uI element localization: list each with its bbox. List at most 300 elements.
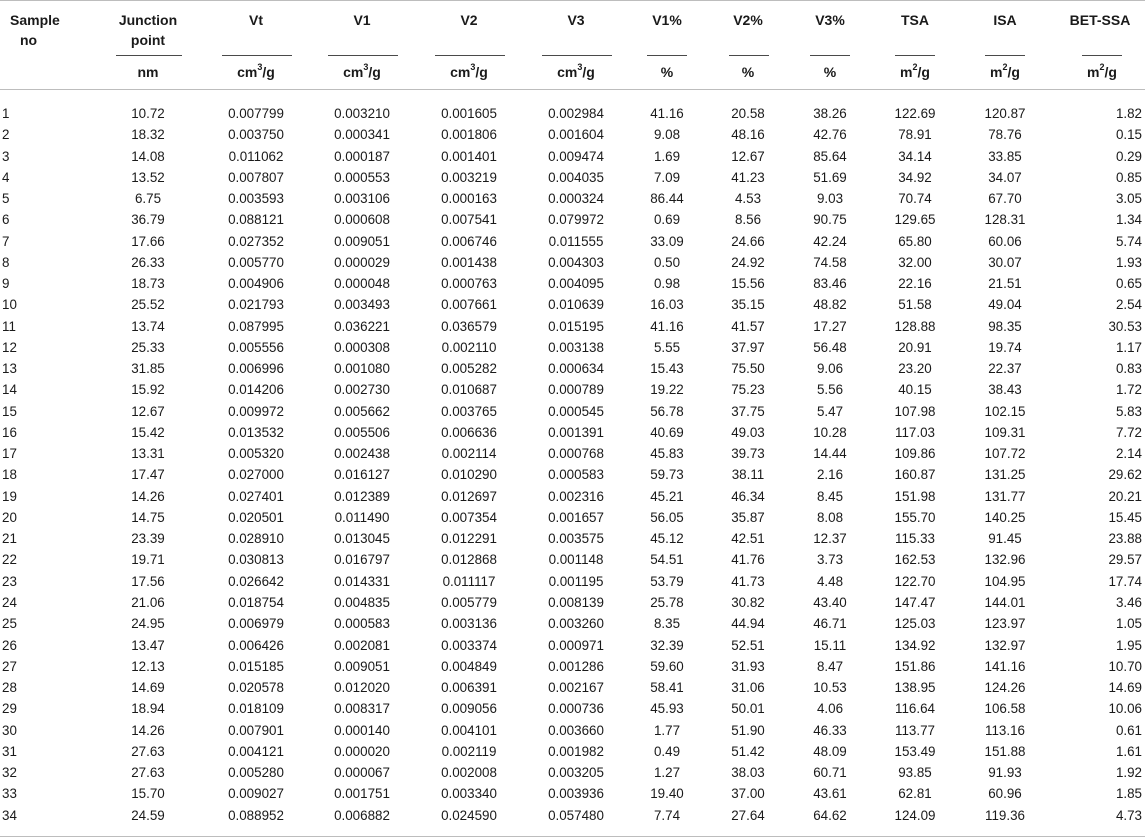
- table-row: [0, 167, 1145, 188]
- unit-base: cm: [557, 64, 578, 80]
- cell-v2-pct: 4.53: [734, 191, 762, 207]
- cell-bet-ssa: 3.05: [1115, 191, 1142, 207]
- cell-v1: 0.011490: [334, 509, 390, 525]
- unit-bet-ssa: [1062, 63, 1142, 81]
- cell-v3-pct: 4.48: [816, 573, 844, 589]
- cell-vt: 0.020578: [228, 680, 284, 696]
- cell-v1-pct: 40.69: [650, 424, 684, 440]
- cell-v1-pct: 45.21: [650, 488, 684, 504]
- table-row: [0, 316, 1145, 337]
- table-row: [0, 486, 1145, 507]
- cell-v3-pct: 9.06: [816, 361, 844, 377]
- cell-v1-pct: 56.78: [650, 403, 684, 419]
- cell-v2: 0.006636: [441, 424, 497, 440]
- table-row: [0, 273, 1145, 294]
- cell-v1: 0.000583: [334, 616, 390, 632]
- unit-base: cm: [450, 64, 471, 80]
- cell-v3-pct: 2.16: [816, 467, 844, 483]
- table-row: [0, 613, 1145, 634]
- table-row: [0, 507, 1145, 528]
- cell-vt: 0.015185: [228, 658, 284, 674]
- cell-bet-ssa: 10.06: [1108, 701, 1142, 717]
- cell-junction-point: 12.13: [131, 658, 165, 674]
- cell-v2-pct: 24.66: [731, 233, 765, 249]
- header-underline: [542, 55, 612, 56]
- cell-bet-ssa: 7.72: [1115, 424, 1142, 440]
- cell-junction-point: 24.59: [131, 807, 165, 823]
- header-junction-point: [108, 10, 188, 50]
- cell-tsa: 129.65: [894, 212, 936, 228]
- cell-junction-point: 13.74: [131, 318, 165, 334]
- cell-v3: 0.000545: [548, 403, 604, 419]
- header-underline: [985, 55, 1025, 56]
- cell-v1: 0.006882: [334, 807, 390, 823]
- cell-isa: 141.16: [984, 658, 1026, 674]
- cell-v1-pct: 0.98: [653, 276, 681, 292]
- table-row: [0, 762, 1145, 783]
- cell-v1-pct: 56.05: [650, 509, 684, 525]
- cell-isa: 60.06: [988, 233, 1022, 249]
- cell-vt: 0.087995: [228, 318, 284, 334]
- cell-vt: 0.004906: [228, 276, 284, 292]
- unit-isa: [975, 63, 1035, 81]
- cell-tsa: 34.92: [898, 169, 932, 185]
- cell-bet-ssa: 3.46: [1115, 594, 1142, 610]
- cell-v1: 0.016797: [334, 552, 390, 568]
- cell-bet-ssa: 1.93: [1115, 254, 1142, 270]
- cell-v1-pct: 86.44: [650, 191, 684, 207]
- unit-exp: 3: [577, 62, 583, 73]
- unit-vt: [216, 63, 296, 81]
- cell-vt: 0.026642: [228, 573, 284, 589]
- cell-junction-point: 31.85: [131, 361, 165, 377]
- cell-junction-point: 17.66: [131, 233, 165, 249]
- cell-tsa: 40.15: [898, 382, 932, 398]
- cell-v2-pct: 75.50: [731, 361, 765, 377]
- cell-v1-pct: 41.16: [650, 106, 684, 121]
- cell-v1: 0.005662: [334, 403, 390, 419]
- table-row: [0, 252, 1145, 273]
- cell-sample-no: 2: [2, 127, 10, 143]
- cell-tsa: 70.74: [898, 191, 932, 207]
- cell-sample-no: 1: [2, 106, 10, 121]
- cell-v3-pct: 90.75: [813, 212, 847, 228]
- table-row: [0, 528, 1145, 549]
- cell-tsa: 125.03: [894, 616, 936, 632]
- cell-bet-ssa: 4.73: [1115, 807, 1142, 823]
- cell-vt: 0.018754: [228, 594, 284, 610]
- cell-v3-pct: 8.45: [816, 488, 844, 504]
- cell-vt: 0.027000: [228, 467, 284, 483]
- table-row: [0, 741, 1145, 762]
- cell-v2: 0.003340: [441, 786, 497, 802]
- cell-junction-point: 13.31: [131, 446, 165, 462]
- cell-v1-pct: 45.93: [650, 701, 684, 717]
- cell-v1-pct: 32.39: [650, 637, 684, 653]
- header-junction-line1: Junction: [118, 12, 178, 28]
- cell-tsa: 109.86: [894, 446, 936, 462]
- cell-v1: 0.008317: [334, 701, 390, 717]
- table-row: [0, 592, 1145, 613]
- cell-v1-pct: 59.60: [650, 658, 684, 674]
- table-row: [0, 783, 1145, 804]
- cell-v3: 0.000324: [548, 191, 604, 207]
- table-row: [0, 677, 1145, 698]
- cell-v3: 0.011555: [548, 233, 604, 249]
- cell-isa: 21.51: [988, 276, 1022, 292]
- cell-junction-point: 12.67: [131, 403, 165, 419]
- cell-vt: 0.005320: [228, 446, 284, 462]
- cell-v3: 0.001657: [548, 509, 604, 525]
- cell-bet-ssa: 1.72: [1115, 382, 1142, 398]
- cell-v2-pct: 49.03: [731, 424, 765, 440]
- cell-bet-ssa: 0.65: [1115, 276, 1142, 292]
- cell-junction-point: 14.26: [131, 488, 165, 504]
- cell-v1: 0.004835: [334, 594, 390, 610]
- cell-v2-pct: 31.93: [731, 658, 765, 674]
- cell-v3: 0.003575: [548, 531, 604, 547]
- cell-v1-pct: 59.73: [650, 467, 684, 483]
- cell-junction-point: 25.52: [131, 297, 165, 313]
- cell-vt: 0.011062: [228, 148, 284, 164]
- table-row: [0, 805, 1145, 826]
- cell-isa: 19.74: [988, 339, 1022, 355]
- cell-v3: 0.010639: [548, 297, 604, 313]
- cell-v1: 0.000140: [334, 722, 390, 738]
- cell-v3-pct: 74.58: [813, 254, 847, 270]
- cell-vt: 0.007807: [228, 169, 284, 185]
- cell-bet-ssa: 29.57: [1108, 552, 1142, 568]
- cell-v1: 0.009051: [334, 233, 390, 249]
- cell-isa: 140.25: [984, 509, 1026, 525]
- cell-tsa: 151.86: [894, 658, 936, 674]
- cell-sample-no: 34: [2, 807, 17, 823]
- header-underline: [435, 55, 505, 56]
- header-v3-pct: V3%: [815, 12, 845, 28]
- cell-v3: 0.015195: [548, 318, 604, 334]
- cell-v2-pct: 27.64: [731, 807, 765, 823]
- cell-v3: 0.003936: [548, 786, 604, 802]
- cell-v2: 0.005779: [441, 594, 497, 610]
- cell-v3: 0.001604: [548, 127, 604, 143]
- table-row: [0, 720, 1145, 741]
- cell-junction-point: 19.71: [131, 552, 165, 568]
- cell-v2-pct: 12.67: [731, 148, 765, 164]
- cell-v1: 0.000029: [334, 254, 390, 270]
- cell-junction-point: 13.52: [131, 169, 165, 185]
- cell-tsa: 128.88: [894, 318, 936, 334]
- cell-v3-pct: 15.11: [813, 637, 847, 653]
- unit-v3: [536, 63, 616, 81]
- cell-v2: 0.012291: [441, 531, 497, 547]
- cell-v1-pct: 7.09: [653, 169, 681, 185]
- cell-v2: 0.010687: [441, 382, 497, 398]
- cell-isa: 49.04: [988, 297, 1022, 313]
- cell-v3-pct: 5.47: [816, 403, 844, 419]
- cell-v3: 0.001195: [548, 573, 604, 589]
- header-underline: [328, 55, 398, 56]
- cell-isa: 104.95: [984, 573, 1026, 589]
- cell-v2-pct: 38.03: [731, 765, 765, 781]
- cell-v2-pct: 42.51: [731, 531, 765, 547]
- cell-bet-ssa: 30.53: [1108, 318, 1142, 334]
- cell-v3: 0.000971: [548, 637, 604, 653]
- cell-vt: 0.009027: [228, 786, 284, 802]
- cell-sample-no: 27: [2, 658, 17, 674]
- cell-junction-point: 17.56: [131, 573, 165, 589]
- cell-v1-pct: 1.27: [653, 765, 681, 781]
- cell-junction-point: 14.26: [131, 722, 165, 738]
- unit-junction: nm: [137, 64, 159, 80]
- header-bottom-rule: [0, 89, 1145, 90]
- cell-v2-pct: 8.56: [734, 212, 762, 228]
- cell-v3: 0.000789: [548, 382, 604, 398]
- cell-tsa: 134.92: [894, 637, 936, 653]
- cell-isa: 119.36: [985, 807, 1025, 823]
- cell-v2: 0.002119: [441, 743, 497, 759]
- cell-vt: 0.088121: [228, 212, 284, 228]
- cell-v2: 0.036579: [441, 318, 497, 334]
- cell-v2-pct: 41.57: [731, 318, 765, 334]
- cell-v3-pct: 46.71: [813, 616, 847, 632]
- cell-v3-pct: 42.76: [813, 127, 847, 143]
- cell-vt: 0.030813: [228, 552, 284, 568]
- cell-junction-point: 14.69: [131, 680, 165, 696]
- cell-v2: 0.001605: [441, 106, 497, 121]
- cell-v1: 0.002438: [334, 446, 390, 462]
- cell-junction-point: 6.75: [134, 191, 162, 207]
- unit-v2: [429, 63, 509, 81]
- cell-sample-no: 25: [2, 616, 17, 632]
- cell-v3: 0.002316: [548, 488, 604, 504]
- header-v3: V3: [567, 12, 585, 28]
- cell-v1: 0.000187: [334, 148, 390, 164]
- table-row: [0, 635, 1145, 656]
- cell-vt: 0.013532: [228, 424, 284, 440]
- cell-bet-ssa: 0.61: [1115, 722, 1142, 738]
- cell-junction-point: 21.06: [131, 594, 165, 610]
- unit-base: m: [990, 64, 1003, 80]
- unit-exp: 3: [363, 62, 369, 73]
- cell-tsa: 153.49: [894, 743, 936, 759]
- cell-isa: 131.77: [984, 488, 1026, 504]
- cell-v2-pct: 35.87: [731, 509, 765, 525]
- cell-junction-point: 18.32: [131, 127, 165, 143]
- cell-v3: 0.009474: [548, 148, 604, 164]
- table-row: [0, 337, 1145, 358]
- cell-v2: 0.005282: [441, 361, 497, 377]
- cell-v3-pct: 43.40: [813, 594, 847, 610]
- cell-isa: 151.88: [984, 743, 1026, 759]
- cell-v1: 0.002081: [334, 637, 390, 653]
- cell-bet-ssa: 1.34: [1115, 212, 1142, 228]
- cell-v2: 0.001438: [441, 254, 497, 270]
- cell-isa: 106.58: [984, 701, 1026, 717]
- cell-junction-point: 14.75: [131, 509, 165, 525]
- cell-vt: 0.028910: [228, 531, 284, 547]
- cell-bet-ssa: 20.21: [1108, 488, 1142, 504]
- table-row: [0, 294, 1145, 315]
- unit-exp: 3: [257, 62, 263, 73]
- cell-sample-no: 19: [2, 488, 17, 504]
- cell-junction-point: 24.95: [131, 616, 165, 632]
- cell-vt: 0.088952: [228, 807, 284, 823]
- cell-sample-no: 28: [2, 680, 17, 696]
- cell-v1: 0.003493: [334, 297, 390, 313]
- cell-bet-ssa: 10.70: [1108, 658, 1142, 674]
- cell-v1: 0.000067: [334, 765, 390, 781]
- cell-v2: 0.001806: [441, 127, 497, 143]
- unit-v1-pct: %: [660, 64, 674, 80]
- cell-junction-point: 10.72: [131, 106, 165, 121]
- cell-isa: 132.96: [984, 552, 1026, 568]
- cell-v1-pct: 45.12: [650, 531, 684, 547]
- cell-v1: 0.000048: [334, 276, 390, 292]
- cell-v3: 0.000736: [548, 701, 604, 717]
- cell-tsa: 138.95: [894, 680, 936, 696]
- cell-v3: 0.003205: [548, 765, 604, 781]
- cell-v1-pct: 16.03: [650, 297, 684, 313]
- cell-v3: 0.001982: [548, 743, 604, 759]
- cell-sample-no: 3: [2, 148, 10, 164]
- cell-sample-no: 4: [2, 169, 10, 185]
- cell-bet-ssa: 1.05: [1115, 616, 1142, 632]
- cell-junction-point: 18.73: [131, 276, 165, 292]
- cell-v3: 0.002167: [548, 680, 604, 696]
- unit-tsa: [885, 63, 945, 81]
- cell-v3-pct: 38.26: [813, 106, 847, 121]
- cell-v2: 0.012868: [441, 552, 497, 568]
- cell-isa: 113.16: [985, 722, 1025, 738]
- cell-v3-pct: 14.44: [813, 446, 847, 462]
- header-sample-no: [2, 10, 82, 50]
- cell-tsa: 32.00: [898, 254, 932, 270]
- cell-sample-no: 11: [2, 318, 16, 334]
- cell-bet-ssa: 15.45: [1108, 509, 1142, 525]
- cell-tsa: 151.98: [894, 488, 936, 504]
- cell-bet-ssa: 1.17: [1115, 339, 1142, 355]
- cell-isa: 123.97: [984, 616, 1026, 632]
- cell-v2: 0.003374: [441, 637, 497, 653]
- cell-v2-pct: 30.82: [731, 594, 765, 610]
- header-underline: [729, 55, 769, 56]
- header-sample-no-line1: Sample: [10, 12, 60, 28]
- cell-isa: 102.15: [984, 403, 1026, 419]
- cell-v1-pct: 1.69: [653, 148, 681, 164]
- cell-isa: 128.31: [984, 212, 1026, 228]
- table-row: [0, 379, 1145, 400]
- cell-v2-pct: 38.11: [731, 467, 765, 483]
- cell-isa: 91.93: [988, 765, 1022, 781]
- cell-vt: 0.006426: [228, 637, 284, 653]
- cell-junction-point: 15.70: [131, 786, 165, 802]
- cell-isa: 144.01: [984, 594, 1026, 610]
- cell-vt: 0.009972: [228, 403, 284, 419]
- cell-v3-pct: 8.47: [816, 658, 844, 674]
- cell-tsa: 147.47: [894, 594, 936, 610]
- cell-v3-pct: 60.71: [813, 765, 847, 781]
- header-vt: Vt: [249, 12, 263, 28]
- cell-v2: 0.000763: [441, 276, 497, 292]
- cell-vt: 0.018109: [228, 701, 284, 717]
- cell-v3: 0.004035: [548, 169, 604, 185]
- cell-tsa: 34.14: [898, 148, 932, 164]
- cell-bet-ssa: 17.74: [1108, 573, 1142, 589]
- cell-v3: 0.000768: [548, 446, 604, 462]
- cell-v1: 0.005506: [334, 424, 390, 440]
- cell-v1-pct: 0.49: [653, 743, 681, 759]
- cell-sample-no: 7: [2, 233, 10, 249]
- cell-v2-pct: 44.94: [731, 616, 765, 632]
- cell-v3-pct: 43.61: [813, 786, 847, 802]
- cell-junction-point: 27.63: [131, 765, 165, 781]
- cell-v1-pct: 58.41: [650, 680, 684, 696]
- cell-v1-pct: 25.78: [650, 594, 684, 610]
- cell-isa: 124.26: [984, 680, 1026, 696]
- cell-sample-no: 23: [2, 573, 17, 589]
- cell-v3-pct: 51.69: [813, 169, 847, 185]
- cell-v3-pct: 56.48: [813, 339, 847, 355]
- table-row: [0, 422, 1145, 443]
- cell-v1-pct: 41.16: [650, 318, 684, 334]
- cell-v2: 0.007661: [441, 297, 497, 313]
- cell-v3-pct: 48.09: [813, 743, 847, 759]
- cell-v2: 0.002114: [441, 446, 497, 462]
- cell-v2: 0.011117: [442, 573, 496, 589]
- cell-v1: 0.003106: [334, 191, 390, 207]
- unit-base: m: [1087, 64, 1100, 80]
- cell-sample-no: 30: [2, 722, 17, 738]
- cell-sample-no: 22: [2, 552, 17, 568]
- cell-v3: 0.004303: [548, 254, 604, 270]
- cell-v3-pct: 5.56: [816, 382, 844, 398]
- header-underline: [810, 55, 850, 56]
- cell-v2-pct: 41.23: [731, 169, 765, 185]
- cell-v2-pct: 39.73: [731, 446, 765, 462]
- cell-vt: 0.003750: [228, 127, 284, 143]
- cell-v1: 0.009051: [334, 658, 390, 674]
- cell-v2: 0.001401: [441, 148, 497, 164]
- cell-junction-point: 36.79: [131, 212, 165, 228]
- cell-v1: 0.000553: [334, 169, 390, 185]
- header-junction-line2: point: [130, 32, 166, 48]
- cell-v2-pct: 20.58: [731, 106, 765, 121]
- cell-v1: 0.000608: [334, 212, 390, 228]
- cell-tsa: 62.81: [898, 786, 932, 802]
- cell-v1-pct: 19.40: [650, 786, 684, 802]
- cell-v2: 0.009056: [441, 701, 497, 717]
- unit-suffix: /g: [368, 64, 381, 80]
- cell-bet-ssa: 1.61: [1115, 743, 1142, 759]
- unit-suffix: /g: [917, 64, 930, 80]
- cell-v1: 0.003210: [334, 106, 390, 121]
- cell-v2-pct: 31.06: [731, 680, 765, 696]
- cell-v3-pct: 3.73: [816, 552, 844, 568]
- cell-tsa: 51.58: [898, 297, 932, 313]
- cell-bet-ssa: 0.15: [1115, 127, 1142, 143]
- cell-bet-ssa: 23.88: [1108, 531, 1142, 547]
- table-row: [0, 571, 1145, 592]
- cell-v3: 0.003138: [548, 339, 604, 355]
- cell-v1-pct: 15.43: [650, 361, 684, 377]
- cell-isa: 120.87: [984, 106, 1026, 121]
- cell-sample-no: 6: [2, 212, 10, 228]
- cell-vt: 0.006979: [228, 616, 284, 632]
- cell-bet-ssa: 0.83: [1115, 361, 1142, 377]
- cell-tsa: 20.91: [898, 339, 932, 355]
- unit-v2-pct: %: [741, 64, 755, 80]
- cell-v2: 0.003136: [441, 616, 497, 632]
